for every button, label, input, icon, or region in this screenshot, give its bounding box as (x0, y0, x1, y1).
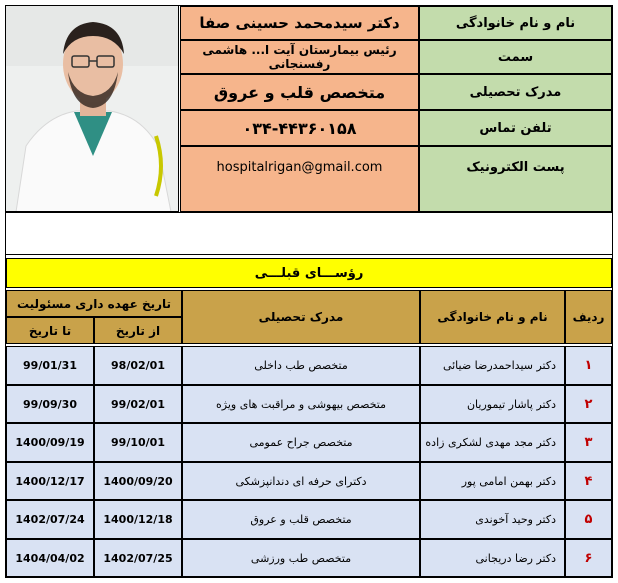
profile-email-value[interactable]: hospitalrigan@gmail.com (180, 146, 419, 212)
header-degree: مدرک تحصیلی (182, 290, 420, 344)
profile-email-label: پست الکترونیک (419, 146, 612, 212)
header-from-date: از تاریخ (94, 317, 182, 344)
profile-degree-label: مدرک تحصیلی (419, 74, 612, 110)
row-from-date: 99/10/01 (94, 423, 182, 462)
row-degree: دکترای حرفه ای دندانپزشکی (182, 462, 420, 500)
header-name: نام و نام خانوادگی (420, 290, 565, 344)
header-tenure: تاریخ عهده داری مسئولیت (6, 290, 182, 317)
profile-phone-value: ۰۳۴-۴۴۳۶۰۱۵۸ (180, 110, 419, 146)
row-number: ۴ (565, 462, 612, 500)
doctor-portrait-image (6, 6, 179, 212)
header-row-number: ردیف (565, 290, 612, 344)
header-to-date: تا تاریخ (6, 317, 94, 344)
profile-degree-value: متخصص قلب و عروق (180, 74, 419, 110)
row-from-date: 99/02/01 (94, 385, 182, 423)
row-to-date: 1400/09/19 (6, 423, 94, 462)
row-degree: متخصص جراح عمومی (182, 423, 420, 462)
row-degree: متخصص طب داخلی (182, 346, 420, 385)
row-from-date: 98/02/01 (94, 346, 182, 385)
row-degree: متخصص قلب و عروق (182, 500, 420, 539)
row-to-date: 99/01/31 (6, 346, 94, 385)
row-to-date: 1402/07/24 (6, 500, 94, 539)
profile-name-label: نام و نام خانوادگی (419, 6, 612, 40)
profile-phone-label: تلفن تماس (419, 110, 612, 146)
profile-name-value: دکتر سیدمحمد حسینی صفا (180, 6, 419, 40)
blank-row (6, 212, 612, 255)
profile-position-label: سمت (419, 40, 612, 74)
profile-position-value: رئیس بیمارستان آیت ا... هاشمی رفسنجانی (180, 40, 419, 74)
row-degree: متخصص طب ورزشی (182, 539, 420, 577)
row-name: دکتر سیداحمدرضا ضیائی (420, 346, 565, 385)
row-number: ۳ (565, 423, 612, 462)
row-number: ۲ (565, 385, 612, 423)
row-from-date: 1402/07/25 (94, 539, 182, 577)
row-to-date: 1404/04/02 (6, 539, 94, 577)
row-name: دکتر وحید آخوندی (420, 500, 565, 539)
row-number: ۱ (565, 346, 612, 385)
row-degree: متخصص بیهوشی و مراقبت های ویژه (182, 385, 420, 423)
row-name: دکتر مجد مهدی لشکری زاده (420, 423, 565, 462)
row-number: ۵ (565, 500, 612, 539)
row-name: دکتر بهمن امامی پور (420, 462, 565, 500)
row-name: دکتر پاشار تیموریان (420, 385, 565, 423)
row-number: ۶ (565, 539, 612, 577)
previous-heads-banner: رؤســـای قبلـــی (6, 258, 612, 288)
row-from-date: 1400/09/20 (94, 462, 182, 500)
row-from-date: 1400/12/18 (94, 500, 182, 539)
profile-photo (6, 6, 179, 212)
row-name: دکتر رضا دریجانی (420, 539, 565, 577)
row-to-date: 99/09/30 (6, 385, 94, 423)
row-to-date: 1400/12/17 (6, 462, 94, 500)
